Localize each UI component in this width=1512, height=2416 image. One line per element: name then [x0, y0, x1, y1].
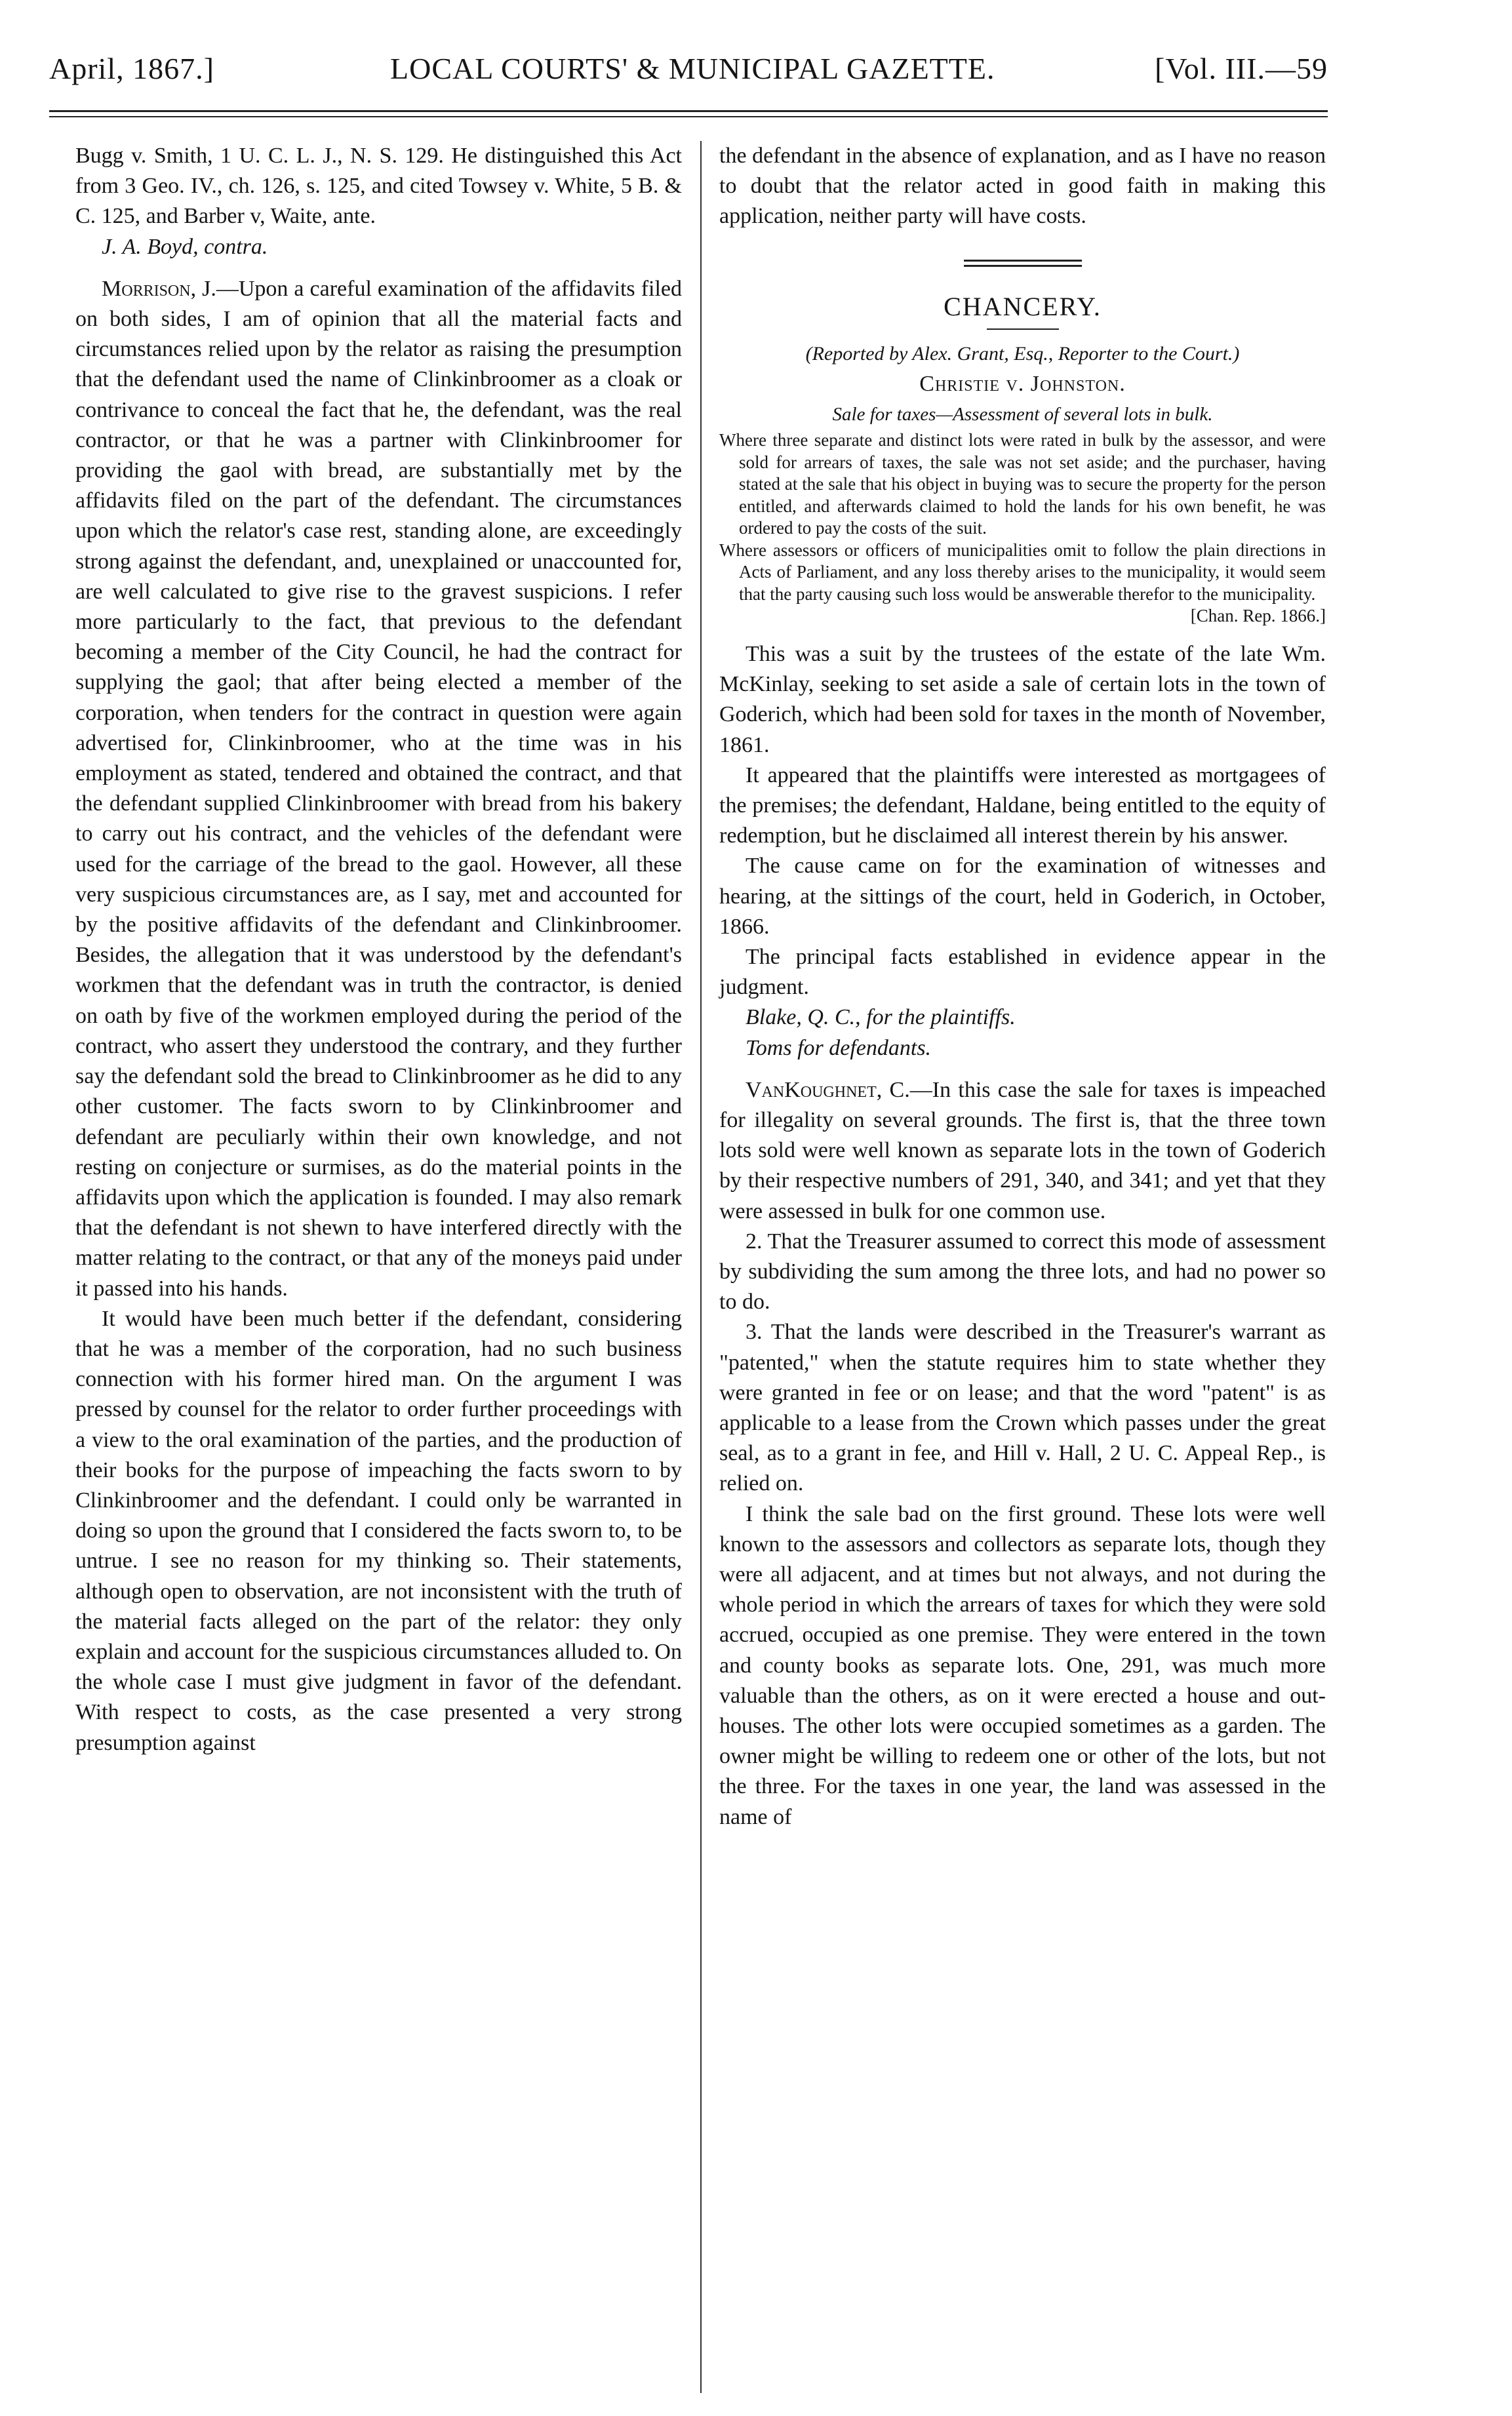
case-text-5: —In this case the sale for taxes is impeached for illegality on several grounds. The first is, that the three town lots sold were well known as separate lots in the town of Goderich by their respective numbers of 291, 340, and 341; and yet that they were assessed in bulk for one common use. [719, 1077, 1326, 1223]
header-title: LOCAL COURTS' & MUNICIPAL GAZETTE. [390, 52, 995, 85]
counsel-text: J. A. Boyd, contra. [102, 234, 268, 259]
right-column [719, 141, 1326, 1832]
chancellor-name: VanKoughnet, C. [746, 1077, 910, 1102]
judge-name: Morrison, J. [102, 276, 216, 301]
header-rule [49, 110, 1328, 117]
counsel-defendants-text: Toms for defendants. [746, 1035, 932, 1060]
citation-paragraph: Bugg v. Smith, 1 U. C. L. J., N. S. 129. He distinguished this Act from 3 Geo. IV., ch. 126, s. 125, and cited Towsey v. White, 5 B. & C. 125, and Barber v, Waite, ante. [75, 144, 682, 229]
column-divider [700, 141, 702, 2393]
left-column [75, 141, 682, 1758]
reporter-line [719, 339, 1326, 369]
headnote-2: Where assessors or officers of municipalities omit to follow the plain directions in Acts of Parliament, and any loss thereby arises to the municipality, it would seem that the party causing such loss would be answerable therefor to the municipality. [719, 540, 1326, 604]
case-paragraph-7: 3. That the lands were described in the Treasurer's warrant as "patented," when the statute requires him to state whether they were granted in fee or on lease; and that the word "patent" is as applicable to a lease from the Crown which passes under the great seal, as to a grant in fee, and Hill v. Hall, 2 U. C. Appeal Rep., is relied on. [719, 1320, 1326, 1496]
counsel-line [75, 232, 682, 262]
case-title: Christie v. Johnston. [919, 372, 1126, 397]
judgment-paragraph-2: It would have been much better if the defendant, considering that he was a member of the corporation, had no such business connection with his former hired man. On the argument I was pressed by counsel for the relator to order further proceedings with a view to the oral examination of the parties, and the production of their books for the purpose of impeaching the facts sworn to by Clinkinbroomer and the defendant. I could only be warranted in doing so upon the ground that I considered the facts sworn to, to be untrue. I see no reason for my thinking so. Their statements, although open to observation, are not inconsistent with the truth of the material facts alleged on the part of the relator: they only explain and account for the suspicious circumstances alluded to. On the whole case I must give judgment in favor of the defendant. With respect to costs, as the case presented a very strong presumption against [75, 1306, 682, 1755]
section-separator [964, 260, 1082, 267]
judgment-paragraph-1 [75, 274, 682, 1304]
report-reference: [Chan. Rep. 1866.] [1190, 606, 1326, 626]
spacer [719, 1063, 1326, 1075]
counsel-plaintiffs-text: Blake, Q. C., for the plaintiffs. [746, 1005, 1016, 1030]
headnote-1: Where three separate and distinct lots were rated in bulk by the assessor, and were sold for arrears of taxes, the sale was not set aside; and the purchaser, having stated at the sale that his object in buying was to secure the property for the person entitled, and afterwards claimed to hold the lands for his own benefit, he was ordered to pay the costs of the suit. [719, 430, 1326, 538]
case-paragraph-2: It appeared that the plaintiffs were interested as mortgagees of the premises; the defendant, Haldane, being entitled to the equity of redemption, but he disclaimed all interest therein by his answer. [719, 762, 1326, 848]
counsel-plaintiffs [719, 1002, 1326, 1033]
spacer [75, 262, 682, 274]
case-paragraph-8: I think the sale bad on the first ground. These lots were well known to the assessors and collectors as separate lots, though they were all adjacent, and at times but not always, and not during the whole period in which the arrears of taxes for which they were sold accrued, occupied as one premise. They were entered in the town and county books as separate lots. One, 291, was much more valuable than the others, as on it were erected a house and out-houses. The other lots were occupied sometimes as a garden. The owner might be willing to redeem one or other of the lots, but not the three. For the taxes in one year, the land was assessed in the name of [719, 1501, 1326, 1829]
counsel-defendants [719, 1033, 1326, 1063]
section-title: CHANCERY. [944, 291, 1102, 321]
case-paragraph-1: This was a suit by the trustees of the estate of the late Wm. McKinlay, seeking to set aside a sale of certain lots in the town of Goderich, which had been sold for taxes in the month of November, 1861. [719, 641, 1326, 757]
case-paragraph-3: The cause came on for the examination of witnesses and hearing, at the sittings of the court, held in Goderich, in October, 1866. [719, 854, 1326, 939]
judgment-text-1: —Upon a careful examination of the affidavits filed on both sides, I am of opinion that all the material facts and circumstances relied upon by the relator as raising the presumption that the defendant used the name of Clinkinbroomer as a cloak or contrivance to conceal the fact that he, the defendant, was the real contractor, or that he was a partner with Clinkinbroomer for providing the gaol with bread, are substantially met by the affidavits filed on the part of the defendant. The circumstances upon which the relator's case rest, standing alone, are exceedingly strong against the defendant, and, unexplained or unaccounted for, are well calculated to give rise to the gravest suspicions. I refer more particularly to the fact, that previous to the defendant becoming a member of the City Council, he had the contract for supplying the gaol; that after being elected a member of the corporation, when tenders for the contract in question were again advertised for, Clinkinbroomer, who at the time was in his employment as stated, tendered and obtained the contract, and that the defendant supplied Clinkinbroomer with bread from his bakery to carry out his contract, and the vehicles of the defendant were used for the carriage of the bread to the gaol. However, all these very suspicious circumstances are, as I say, met and accounted for by the positive affidavits of the defendant and Clinkinbroomer. Besides, the allegation that it was understood by the defendant's workmen that the defendant was in truth the contractor, is denied on oath by five of the workmen employed during the period of the contract, who assert they understood the contrary, and they further say the defendant sold the bread to Clinkinbroomer as he did to any other customer. The facts sworn to by Clinkinbroomer and defendant are peculiarly within their own knowledge, and not resting on conjecture or surmises, as do the material points in the affidavits upon which the application is founded. I may also remark that the defendant is not shewn to have interfered directly with the matter relating to the contract, or that any of the moneys paid under it passed into his hands. [75, 276, 682, 1301]
spacer [719, 627, 1326, 639]
title-rule [987, 328, 1059, 330]
header-volume: [Vol. III.—59 [1155, 52, 1328, 85]
page-header [49, 51, 1328, 110]
case-paragraph-4: The principal facts established in evidence appear in the judgment. [719, 944, 1326, 1000]
headnote-title: Sale for taxes—Assessment of several lots in bulk. [832, 404, 1213, 426]
case-paragraph-6: 2. That the Treasurer assumed to correct this mode of assessment by subdividing the sum among the three lots, and had no power so to do. [719, 1229, 1326, 1315]
header-date: April, 1867.] [49, 52, 214, 85]
case-paragraph-5 [719, 1075, 1326, 1227]
headnote [719, 429, 1326, 627]
reporter-text: (Reported by Alex. Grant, Esq., Reporter to the Court.) [805, 342, 1240, 365]
continued-paragraph: the defendant in the absence of explanation, and as I have no reason to doubt that the relator acted in good faith in making this application, neither party will have costs. [719, 144, 1326, 229]
